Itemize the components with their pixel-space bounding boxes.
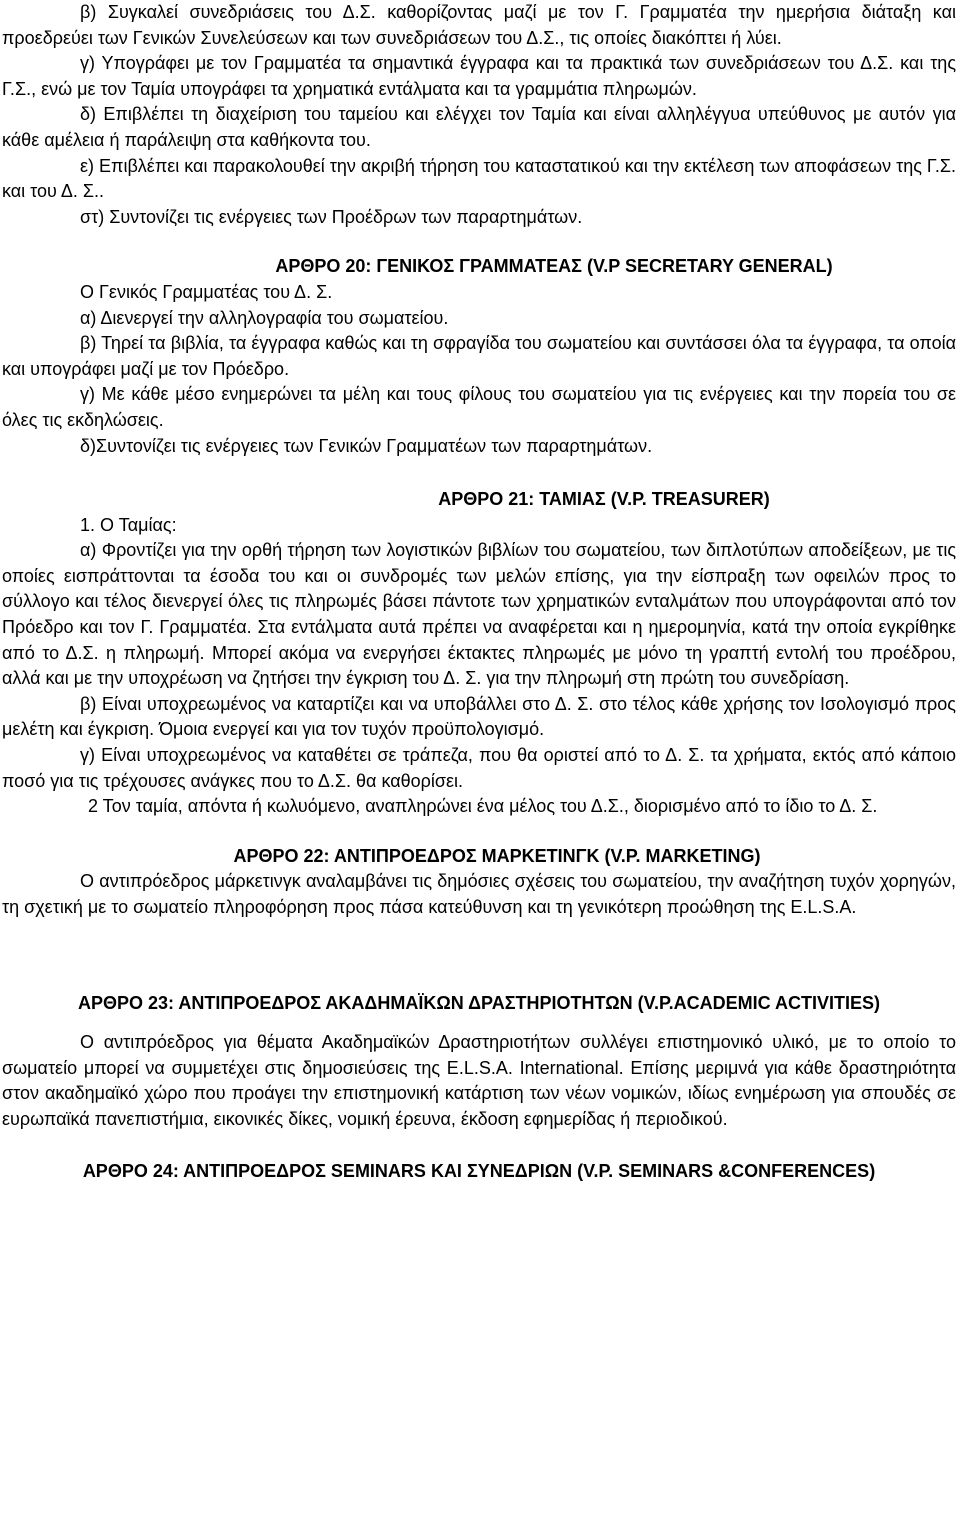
document-page [2, 0, 956, 1184]
article23-title: ΑΡΘΡΟ 23: ΑΝΤΙΠΡΟΕΔΡΟΣ ΑΚΑΔΗΜΑΪΚΩΝ ΔΡΑΣΤΗΡΙΟΤΗΤΩΝ (V.P.ACADEMIC ACTIVITIES) [77, 992, 880, 1013]
article23-body: Ο αντιπρόεδρος για θέματα Ακαδημαϊκών Δραστηριοτήτων συλλέγει επιστημονικό υλικό, με το οποίο το σωματείο μπορεί να συμμετέχει στις δημοσιεύσεις της E.L.S.A. International. Επίσης μεριμνά για κάθε δραστηριότητα στον ακαδημαϊκό χώρο που προάγει την επιστημονική κατάρτιση των νέων νομικών, ιδίως ενημέρωση για σπουδές σε ευρωπαϊκά πανεπιστήμια, εικονικές δίκες, νομική έρευνα, έκδοση εφημερίδας ή περιοδικού. [2, 1032, 956, 1129]
article20-item-d: δ)Συντονίζει τις ενέργειες των Γενικών Γραμματέων των παραρτημάτων. [80, 435, 653, 456]
article20-item-a: α) Διενεργεί την αλληλογραφία του σωματείου. [80, 307, 449, 328]
article20-intro: Ο Γενικός Γραμματέας του Δ. Σ. [80, 281, 333, 302]
article22-title: ΑΡΘΡΟ 22: ΑΝΤΙΠΡΟΕΔΡΟΣ ΜΑΡΚΕΤΙΝΓΚ (V.P. MARKETING) [233, 845, 761, 866]
article21-item-b: β) Είναι υποχρεωμένος να καταρτίζει και να υποβάλλει στο Δ. Σ. στο τέλος κάθε χρήσης τον Ισολογισμό προς μελέτη και έγκριση. Όμοια ενεργεί και για τον τυχόν προϋπολογισμό. [2, 693, 956, 740]
article21-title: ΑΡΘΡΟ 21: ΤΑΜΙΑΣ (V.P. TREASURER) [438, 489, 770, 510]
article21-item-2: 2 Τον ταμία, απόντα ή κωλυόμενο, αναπληρώνει ένα μέλος του Δ.Σ., διορισμένο από το ίδιο το Δ. Σ. [88, 796, 878, 817]
article22-body: Ο αντιπρόεδρος μάρκετινγκ αναλαμβάνει τις δημόσιες σχέσεις του σωματείου, την αναζήτηση τυχόν χορηγών, τη σχετική με το σωματείο πληροφόρηση προς πάσα κατεύθυνση και τη γενικότερη προώθηση της E.L.S.A. [2, 871, 956, 917]
article19-item-c: γ) Υπογράφει με τον Γραμματέα τα σημαντικά έγγραφα και τα πρακτικά των συνεδριάσεων του Δ.Σ. και της Γ.Σ., ενώ με τον Ταμία υπογράφει τα χρηματικά εντάλματα και τα γραμμάτια πληρωμών. [2, 53, 956, 99]
article19-item-e: ε) Επιβλέπει και παρακολουθεί την ακριβή τήρηση του καταστατικού και την εκτέλεση των αποφάσεων της Γ.Σ. και του Δ. Σ.. [2, 155, 956, 202]
article20-item-c: γ) Με κάθε μέσο ενημερώνει τα μέλη και τους φίλους του σωματείου για τις ενέργειες και την πορεία του σε όλες τις εκδηλώσεις. [2, 384, 956, 430]
article19-item-f: στ) Συντονίζει τις ενέργειες των Προέδρων των παραρτημάτων. [80, 206, 583, 227]
article19-item-b: β) Συγκαλεί συνεδριάσεις του Δ.Σ. καθορίζοντας μαζί με τον Γ. Γραμματέα την ημερήσια διάταξη και προεδρεύει των Γενικών Συνελεύσεων και των συνεδριάσεων του Δ.Σ., τις οποίες διακόπτει ή λύει. [2, 2, 956, 48]
article24-title: ΑΡΘΡΟ 24: ΑΝΤΙΠΡΟΕΔΡΟΣ SEMINARS ΚΑΙ ΣΥΝΕΔΡΙΩΝ (V.P. SEMINARS &CONFERENCES) [82, 1160, 876, 1181]
article21-item-a: α) Φροντίζει για την ορθή τήρηση των λογιστικών βιβλίων του σωματείου, των διπλοτύπων αποδείξεων, με τις οποίες εισπράττονται τα έσοδα του και οι συνδρομές των μελών επίσης, για την είσπραξη των οφειλών προς το σύλλογο και τέλος διενεργεί όλες τις πληρωμές βάσει πάντοτε των χρηματικών ενταλμάτων που υπογράφονται από τον Πρόεδρο και τον Γ. Γραμματέα. Στα εντάλματα αυτά πρέπει να αναφέρεται και η ημερομηνία, κατά την οποία εγκρίθηκε από το Δ.Σ. η πληρωμή. Μπορεί ακόμα να ενεργήσει έκτακτες πληρωμές με μόνο τη γραπτή εντολή του προέδρου, αλλά και με την υποχρέωση να ζητήσει την έγκριση του Δ. Σ. για την πληρωμή στη πρώτη του συνεδρίαση. [2, 540, 956, 689]
article21-intro: 1. Ο Ταμίας: [80, 514, 177, 535]
article20-item-b: β) Τηρεί τα βιβλία, τα έγγραφα καθώς και τη σφραγίδα του σωματείου και συντάσσει όλα τα έγγραφα, τα οποία και υπογράφει μαζί με τον Πρόεδρο. [2, 333, 956, 379]
article20-title: ΑΡΘΡΟ 20: ΓΕΝΙΚΟΣ ΓΡΑΜΜΑΤΕΑΣ (V.P SECRETARY GENERAL) [275, 256, 833, 277]
article21-item-c: γ) Είναι υποχρεωμένος να καταθέτει σε τράπεζα, που θα οριστεί από το Δ. Σ. τα χρήματα, εκτός από κάποιο ποσό για τις τρέχουσες ανάγκες που το Δ.Σ. θα καθορίσει. [2, 745, 956, 791]
article19-item-d: δ) Επιβλέπει τη διαχείριση του ταμείου και ελέγχει τον Ταμία και είναι αλληλέγγυα υπεύθυνος με αυτόν για κάθε αμέλεια ή παράλειψη στα καθήκοντα του. [2, 104, 956, 150]
